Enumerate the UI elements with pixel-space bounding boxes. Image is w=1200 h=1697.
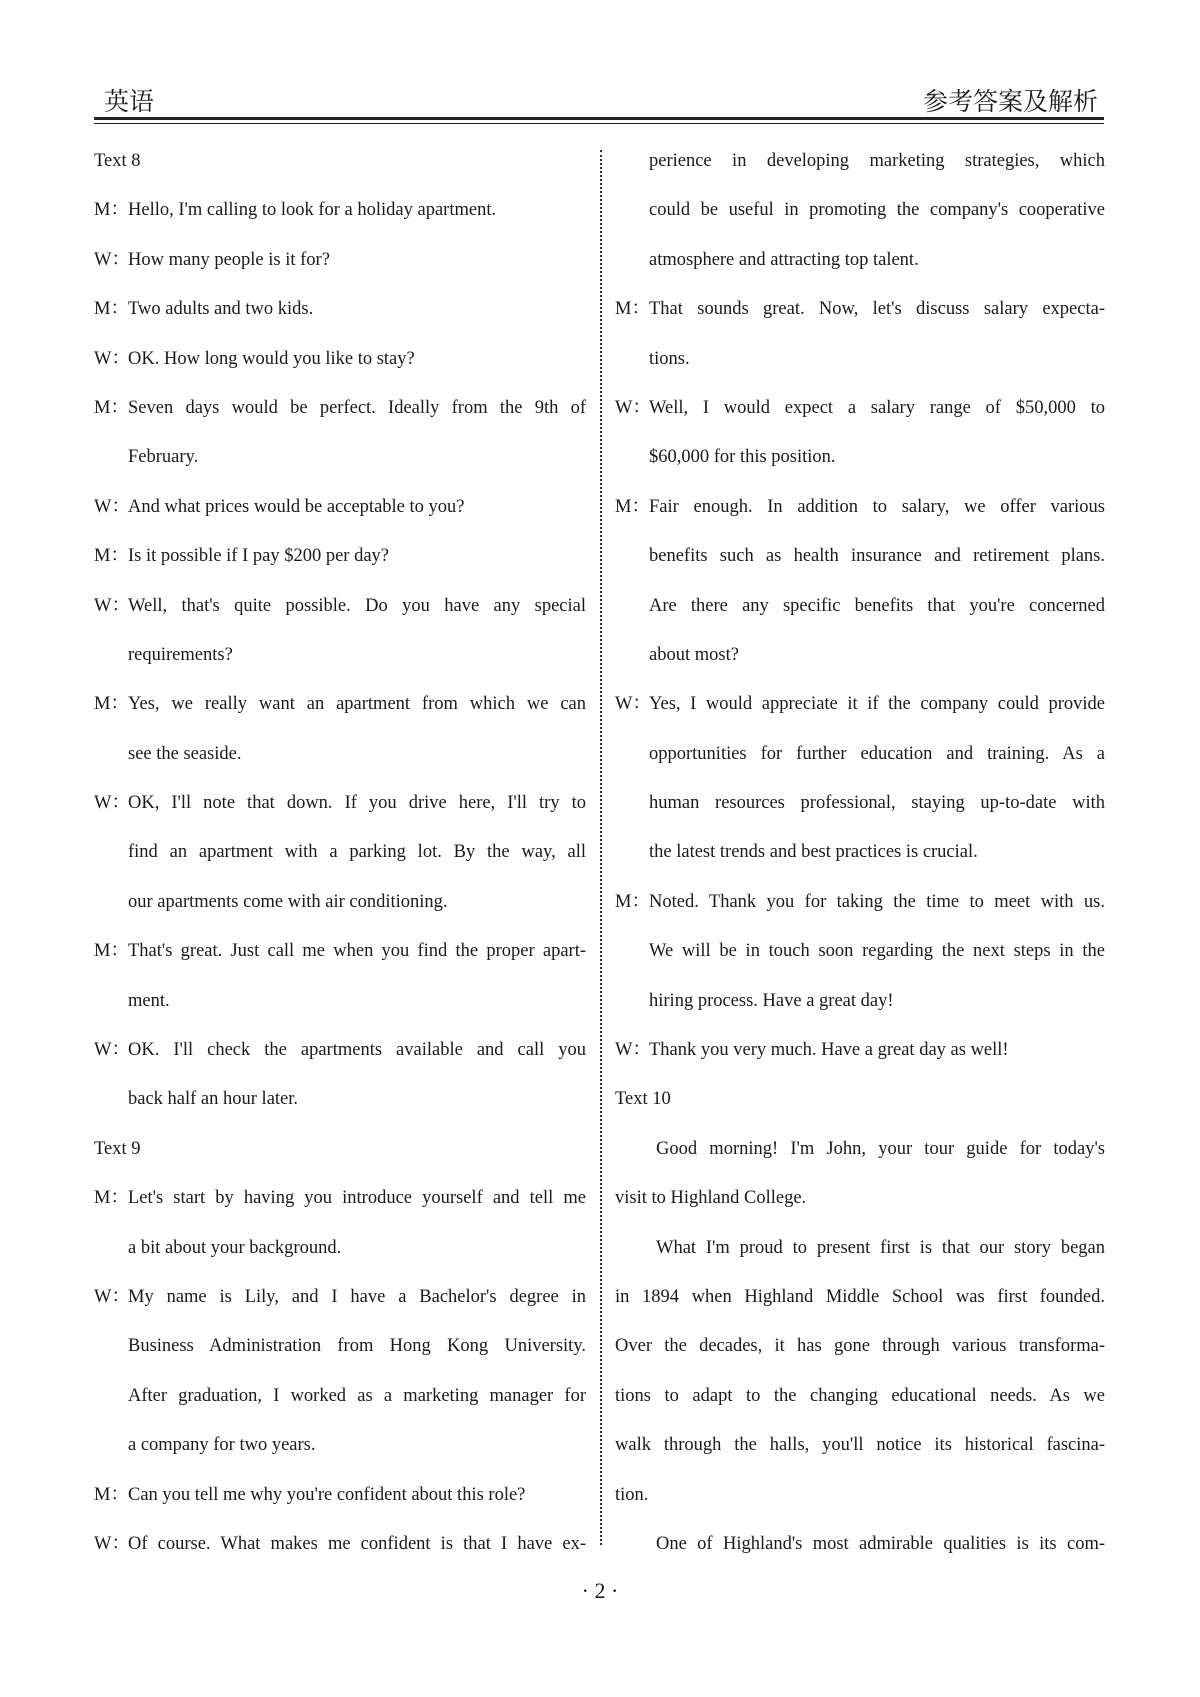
dialogue-line (94, 779, 586, 828)
dialogue-line (94, 335, 586, 384)
section-heading: Text 8 (94, 151, 141, 171)
speaker-label: W： (94, 595, 130, 616)
dialogue-text: Is it possible if I pay $200 per day? (128, 546, 389, 567)
dialogue-text: a company for two years. (128, 1435, 316, 1456)
speaker-label: M： (94, 1188, 129, 1209)
dialogue-continuation (94, 433, 586, 482)
dialogue-line (94, 1174, 586, 1223)
dialogue-line (615, 384, 1105, 433)
dialogue-text: Hello, I'm calling to look for a holiday apartment. (128, 200, 497, 221)
dialogue-text: $60,000 for this position. (649, 447, 836, 468)
left-column (94, 137, 586, 1569)
dialogue-text: My name is Lily, and I have a Bachelor's degree in (128, 1286, 586, 1307)
dialogue-line (94, 532, 586, 581)
dialogue-continuation (615, 828, 1105, 877)
dialogue-line (94, 1273, 586, 1322)
speaker-label: M： (94, 694, 129, 715)
dialogue-continuation (615, 927, 1105, 976)
dialogue-text: Well, that's quite possible. Do you have any special (128, 595, 586, 616)
dialogue-text: Seven days would be perfect. Ideally from the 9th of (128, 397, 586, 418)
dialogue-continuation (94, 1075, 586, 1124)
dialogue-text: February. (128, 447, 199, 468)
dialogue-text: a bit about your background. (128, 1237, 342, 1258)
dialogue-line (615, 680, 1105, 729)
header-rule-thin (94, 123, 1104, 124)
dialogue-line (94, 1471, 586, 1520)
dialogue-line (94, 285, 586, 334)
dialogue-line (94, 680, 586, 729)
dialogue-text: Are there any specific benefits that you're concerned (649, 595, 1105, 616)
paragraph-line: walk through the halls, you'll notice its historical fascina- (615, 1435, 1105, 1456)
column-divider (600, 150, 602, 1545)
dialogue-text: about most? (649, 644, 739, 665)
paragraph-line: Over the decades, it has gone through various transforma- (615, 1336, 1105, 1357)
dialogue-continuation (94, 878, 586, 927)
dialogue-text: could be useful in promoting the company's cooperative (649, 200, 1105, 221)
dialogue-text: OK. I'll check the apartments available and call you (128, 1040, 586, 1061)
dialogue-continuation (615, 977, 1105, 1026)
dialogue-continuation (615, 730, 1105, 779)
dialogue-text: find an apartment with a parking lot. By the way, all (128, 842, 586, 863)
right-column (615, 137, 1105, 1569)
dialogue-line (94, 1520, 586, 1569)
dialogue-continuation (615, 335, 1105, 384)
dialogue-continuation (94, 977, 586, 1026)
dialogue-continuation (615, 137, 1105, 186)
section-heading: Text 9 (94, 1138, 141, 1159)
dialogue-continuation (94, 1322, 586, 1371)
dialogue-text: Thank you very much. Have a great day as well! (649, 1040, 1009, 1061)
speaker-label: W： (94, 1040, 130, 1061)
dialogue-continuation (94, 631, 586, 680)
dialogue-text: And what prices would be acceptable to you? (128, 496, 465, 517)
dialogue-text: see the seaside. (128, 743, 242, 764)
speaker-label: M： (615, 299, 650, 320)
page-number: · 2 · (581, 1578, 619, 1603)
dialogue-text: requirements? (128, 644, 233, 665)
speaker-label: W： (94, 249, 130, 270)
dialogue-text: After graduation, I worked as a marketing manager for (128, 1385, 586, 1406)
dialogue-text: atmosphere and attracting top talent. (649, 249, 919, 270)
dialogue-text: tions. (649, 348, 690, 369)
dialogue-text: Yes, we really want an apartment from which we can (128, 694, 586, 715)
dialogue-text: perience in developing marketing strategies, which (649, 151, 1105, 171)
section-heading: Text 10 (615, 1089, 671, 1110)
speaker-label: W： (94, 1286, 130, 1307)
dialogue-text: Fair enough. In addition to salary, we offer various (649, 496, 1105, 517)
section-title: 参考答案及解析 (922, 87, 1098, 116)
dialogue-line (94, 236, 586, 285)
header-rule-thick (94, 117, 1104, 120)
dialogue-text: OK. How long would you like to stay? (128, 348, 415, 369)
dialogue-text: the latest trends and best practices is crucial. (649, 842, 978, 863)
speaker-label: W： (615, 694, 651, 715)
dialogue-text: opportunities for further education and training. As a (649, 743, 1105, 764)
dialogue-line (94, 927, 586, 976)
dialogue-continuation (94, 730, 586, 779)
dialogue-continuation (615, 433, 1105, 482)
dialogue-continuation (94, 1372, 586, 1421)
dialogue-text: ment. (128, 990, 170, 1011)
paragraph-line: What I'm proud to present first is that our story began (656, 1237, 1105, 1258)
dialogue-continuation (615, 186, 1105, 235)
speaker-label: M： (94, 1484, 129, 1505)
dialogue-continuation (615, 779, 1105, 828)
dialogue-line (94, 1026, 586, 1075)
dialogue-text: That sounds great. Now, let's discuss salary expecta- (649, 299, 1105, 320)
speaker-label: W： (615, 1040, 651, 1061)
dialogue-text: Two adults and two kids. (128, 299, 314, 320)
paragraph-line: One of Highland's most admirable qualities is its com- (656, 1533, 1105, 1554)
paragraph-line: in 1894 when Highland Middle School was first founded. (615, 1286, 1105, 1307)
dialogue-text: Business Administration from Hong Kong University. (128, 1336, 586, 1357)
dialogue-text: back half an hour later. (128, 1089, 299, 1110)
speaker-label: M： (615, 891, 650, 912)
dialogue-text: That's great. Just call me when you find the proper apart- (128, 941, 586, 962)
dialogue-text: Well, I would expect a salary range of $50,000 to (649, 397, 1105, 418)
speaker-label: W： (615, 397, 651, 418)
dialogue-line (615, 878, 1105, 927)
dialogue-continuation (94, 828, 586, 877)
dialogue-text: Let's start by having you introduce yourself and tell me (128, 1188, 586, 1209)
paragraph-line: tion. (615, 1484, 649, 1505)
dialogue-continuation (615, 532, 1105, 581)
dialogue-text: Can you tell me why you're confident about this role? (128, 1484, 526, 1505)
speaker-label: M： (94, 200, 129, 221)
dialogue-line (94, 384, 586, 433)
dialogue-continuation (615, 582, 1105, 631)
dialogue-continuation (615, 236, 1105, 285)
dialogue-text: our apartments come with air conditioning. (128, 891, 448, 912)
dialogue-line (94, 483, 586, 532)
speaker-label: M： (94, 546, 129, 567)
speaker-label: M： (615, 496, 650, 517)
dialogue-line (615, 285, 1105, 334)
dialogue-continuation (615, 631, 1105, 680)
dialogue-text: Of course. What makes me confident is that I have ex- (128, 1533, 586, 1554)
dialogue-line (615, 1026, 1105, 1075)
subject-title: 英语 (104, 87, 155, 116)
dialogue-text: OK, I'll note that down. If you drive here, I'll try to (128, 793, 586, 814)
speaker-label: M： (94, 941, 129, 962)
speaker-label: M： (94, 299, 129, 320)
dialogue-continuation (94, 1421, 586, 1470)
paragraph-line: visit to Highland College. (615, 1188, 807, 1209)
dialogue-continuation (94, 1224, 586, 1273)
page-header (94, 74, 1104, 114)
speaker-label: M： (94, 397, 129, 418)
dialogue-line (615, 483, 1105, 532)
dialogue-text: benefits such as health insurance and retirement plans. (649, 546, 1105, 567)
paragraph-line: Good morning! I'm John, your tour guide for today's (656, 1138, 1105, 1159)
dialogue-text: hiring process. Have a great day! (649, 990, 894, 1011)
dialogue-line (94, 186, 586, 235)
dialogue-text: We will be in touch soon regarding the next steps in the (649, 941, 1105, 962)
speaker-label: W： (94, 496, 130, 517)
dialogue-text: Yes, I would appreciate it if the company could provide (649, 694, 1105, 715)
dialogue-line (94, 582, 586, 631)
dialogue-text: Noted. Thank you for taking the time to meet with us. (649, 891, 1105, 912)
speaker-label: W： (94, 793, 130, 814)
dialogue-text: How many people is it for? (128, 249, 330, 270)
speaker-label: W： (94, 1533, 130, 1554)
speaker-label: W： (94, 348, 130, 369)
dialogue-text: human resources professional, staying up-to-date with (649, 793, 1105, 814)
paragraph-line: tions to adapt to the changing educational needs. As we (615, 1385, 1105, 1406)
